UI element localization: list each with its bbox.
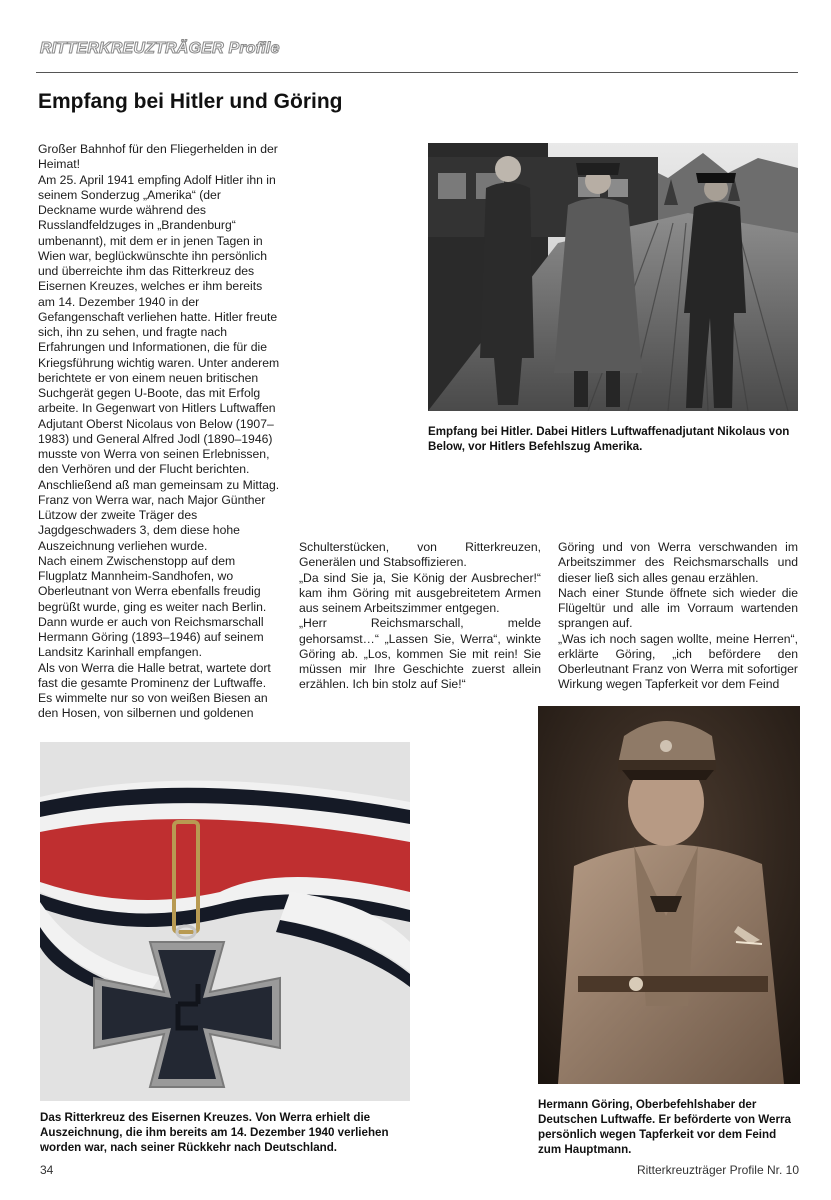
caption-train-photo: Empfang bei Hitler. Dabei Hitlers Luftwaffenadjutant Nikolaus von Below, vor Hitlers Befehlszug Amerika. (428, 425, 790, 453)
caption-knights-cross: Das Ritterkreuz des Eisernen Kreuzes. Von Werra erhielt die Auszeichnung, die ihm bereits am 14. Dezember 1940 verliehen worden war, nach seiner Rückkehr nach Deutschland. (40, 1111, 389, 1154)
train-platform-photo (428, 143, 798, 411)
body-column-3: Göring und von Werra verschwanden im Arbeitszimmer des Reichsmarschalls und dieser ließ sich alles genau erzählen. Nach einer Stunde öffnete sich wieder die Flügeltür und alle im Vorraum wartenden sprangen auf. „Was ich noch sagen wollte, meine Herren“, erklärte Göring, „ich befördere den Oberleutnant Franz von Werra mit sofortiger Wirkung wegen Tapferkeit vor dem Feind (558, 540, 798, 692)
publication-footer: Ritterkreuzträger Profile Nr. 10 (636, 1163, 799, 1177)
knights-cross-photo (40, 742, 410, 1101)
page-number: 34 (40, 1163, 54, 1177)
body-column-1: Großer Bahnhof für den Fliegerhelden in der Heimat! Am 25. April 1941 empfing Adolf Hitler ihn in seinem Sonderzug „Amerika“ (der Deckname wurde während des Russlandfeldzuges in „Brandenburg“ umbenannt), mit dem er in jenen Tagen in Wien war, beglückwünschte ihn persönlich und überreichte ihm das Ritterkreuz des Eisernen Kreuzes, welches er ihm bereits am 14. Dezember 1940 in der Gefangenschaft verliehen hatte. Hitler freute sich, ihn zu sehen, und fragte nach Erfahrungen und Informationen, die für die Kriegsführung wichtig waren. Unter anderem berichtete er von einem neuen britischen Suchgerät gegen U-Boote, das mit Erfolg arbeite. In Gegenwart von Hitlers Luftwaffen Adjutant Oberst Nicolaus von Below (1907–1983) und General Alfred Jodl (1890–1946) musste von Werra von seinen Erlebnissen, den Verhören und der Flucht berichten. Anschließend aß man gemeinsam zu Mittag. Franz von Werra war, nach Major Günther Lützow der zweite Träger des Jagdgeschwaders 3, dem diese hohe Auszeichnung verliehen wurde. Nach einem Zwischenstopp auf dem Flugplatz Mannheim-Sandhofen, wo Oberleutnant von Werra ebenfalls freudig begrüßt wurde, ging es weiter nach Berlin. Dann wurde er auch von Reichsmarschall Hermann Göring (1893–1946) auf seinem Landsitz Karinhall empfangen. Als von Werra die Halle betrat, wartete dort fast die gesamte Prominenz der Luftwaffe. Es wimmelte nur so von weißen Biesen an den Hosen, von silbernen und goldenen (38, 142, 280, 721)
header-rule (36, 72, 798, 73)
body-column-2: Schulterstücken, von Ritterkreuzen, Generälen und Stabsoffizieren. „Da sind Sie ja, Sie König der Ausbrecher!“ kam ihm Göring mit ausgebreitetem Armen aus seinem Arbeitszimmer entgegen. „Herr Reichsmarschall, melde gehorsamst…“ „Lassen Sie, Werra“, winkte Göring ab. „Los, kommen Sie mit rein! Sie müssen mir Ihre Geschichte zuerst allein erzählen. Ich bin stolz auf Sie!“ (299, 540, 541, 692)
series-header: RITTERKREUZTRÄGER Profile (40, 40, 280, 57)
caption-goering: Hermann Göring, Oberbefehlshaber der Deutschen Luftwaffe. Er beförderte von Werra persönlich wegen Tapferkeit vor dem Feind zum Hauptmann. (538, 1098, 791, 1156)
page-title: Empfang bei Hitler und Göring (38, 90, 343, 113)
goering-portrait-photo (538, 706, 800, 1084)
